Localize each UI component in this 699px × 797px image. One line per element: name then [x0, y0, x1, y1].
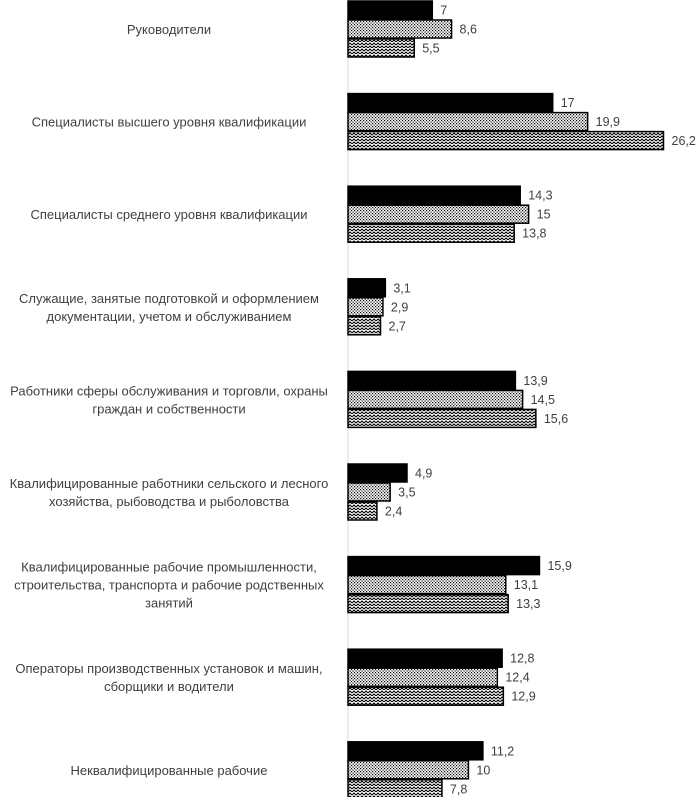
category-label-6: [10, 476, 329, 509]
bar-6-series-1: [348, 464, 407, 482]
value-label-4-series-2: 2,9: [390, 300, 409, 315]
bar-1-series-2: [348, 20, 452, 38]
value-label-9-series-1: 11,2: [490, 744, 515, 759]
value-label-1-series-1: 7: [440, 3, 448, 18]
category-label-line: Руководители: [126, 22, 212, 37]
category-label-2: [32, 115, 307, 130]
bar-5-series-2: [348, 390, 523, 408]
value-label-2-series-3: 26,2: [671, 134, 696, 149]
bar-5-series-3: [348, 409, 536, 427]
bar-7-series-2: [348, 576, 506, 594]
category-label-line: граждан и собственности: [92, 401, 246, 417]
category-label-4: [19, 291, 319, 324]
category-label-7: [14, 560, 324, 611]
bar-1-series-1: [348, 1, 432, 19]
value-label-7-series-1: 15,9: [547, 559, 572, 574]
bar-7-series-1: [348, 557, 539, 575]
bar-2-series-2: [348, 113, 588, 131]
value-label-2-series-1: 17: [560, 96, 575, 111]
value-label-6-series-1: 4,9: [415, 466, 433, 481]
value-label-7-series-3: 13,3: [516, 597, 541, 612]
value-label-9-series-2: 10: [476, 763, 491, 778]
category-label-line: Операторы производственных установок и машин,: [15, 661, 323, 677]
value-label-4-series-1: 3,1: [393, 281, 411, 296]
category-label-1: [127, 22, 211, 37]
category-label-line: занятий: [145, 595, 193, 611]
bar-4-series-1: [348, 279, 385, 297]
bar-3-series-1: [348, 186, 520, 204]
bar-4-series-2: [348, 298, 383, 316]
value-label-3-series-1: 14,3: [528, 188, 553, 203]
value-label-5-series-3: 15,6: [543, 411, 569, 426]
bar-9-series-1: [348, 742, 483, 760]
value-label-6-series-2: 3,5: [398, 485, 416, 500]
bar-9-series-2: [348, 761, 468, 779]
value-label-7-series-2: 13,1: [513, 578, 539, 593]
category-label-9: [71, 763, 268, 778]
bar-8-series-3: [348, 687, 503, 705]
bar-4-series-3: [348, 317, 381, 335]
value-label-1-series-3: 5,5: [422, 41, 440, 56]
value-label-5-series-1: 13,9: [523, 373, 548, 388]
value-label-3-series-3: 13,8: [522, 226, 547, 241]
category-label-line: Специалисты среднего уровня квалификации: [30, 207, 308, 223]
bar-6-series-2: [348, 483, 390, 501]
value-label-9-series-3: 7,8: [449, 782, 468, 797]
bar-6-series-3: [348, 502, 377, 520]
bar-1-series-3: [348, 39, 414, 57]
bar-5-series-1: [348, 371, 515, 389]
bar-7-series-3: [348, 595, 508, 613]
category-label-8: [15, 661, 322, 694]
category-label-line: Работники сферы обслуживания и торговли, охраны: [10, 383, 328, 399]
category-label-5: [10, 383, 328, 416]
bar-2-series-3: [348, 132, 664, 150]
value-label-2-series-2: 19,9: [595, 115, 620, 130]
bar-9-series-3: [348, 780, 442, 797]
value-label-3-series-2: 15: [536, 207, 551, 222]
value-label-5-series-2: 14,5: [530, 392, 555, 407]
category-label-line: Квалифицированные работники сельского и лесного: [9, 476, 329, 491]
bar-2-series-1: [348, 94, 553, 112]
category-label-line: документации, учетом и обслуживанием: [46, 308, 292, 324]
category-label-line: сборщики и водители: [104, 679, 234, 695]
category-label-3: [30, 207, 307, 222]
category-label-line: Квалифицированные рабочие промышленности,: [21, 559, 317, 575]
category-label-line: Специалисты высшего уровня квалификации: [31, 114, 307, 130]
bar-8-series-1: [348, 649, 502, 667]
value-label-8-series-1: 12,8: [510, 651, 535, 666]
bar-3-series-2: [348, 205, 529, 223]
category-label-line: хозяйства, рыбоводства и рыболовства: [49, 494, 289, 509]
value-label-6-series-3: 2,4: [384, 504, 403, 519]
bar-3-series-3: [348, 224, 514, 242]
category-label-line: строительства, транспорта и рабочие родственных: [14, 577, 324, 593]
category-label-line: Служащие, занятые подготовкой и оформлением: [19, 290, 319, 306]
category-labels: [10, 22, 329, 778]
bar-8-series-2: [348, 668, 497, 686]
value-label-1-series-2: 8,6: [459, 22, 477, 37]
value-label-8-series-2: 12,4: [505, 670, 530, 685]
value-label-4-series-3: 2,7: [388, 319, 406, 334]
value-label-8-series-3: 12,9: [511, 689, 536, 704]
category-label-line: Неквалифицированные рабочие: [70, 762, 268, 778]
